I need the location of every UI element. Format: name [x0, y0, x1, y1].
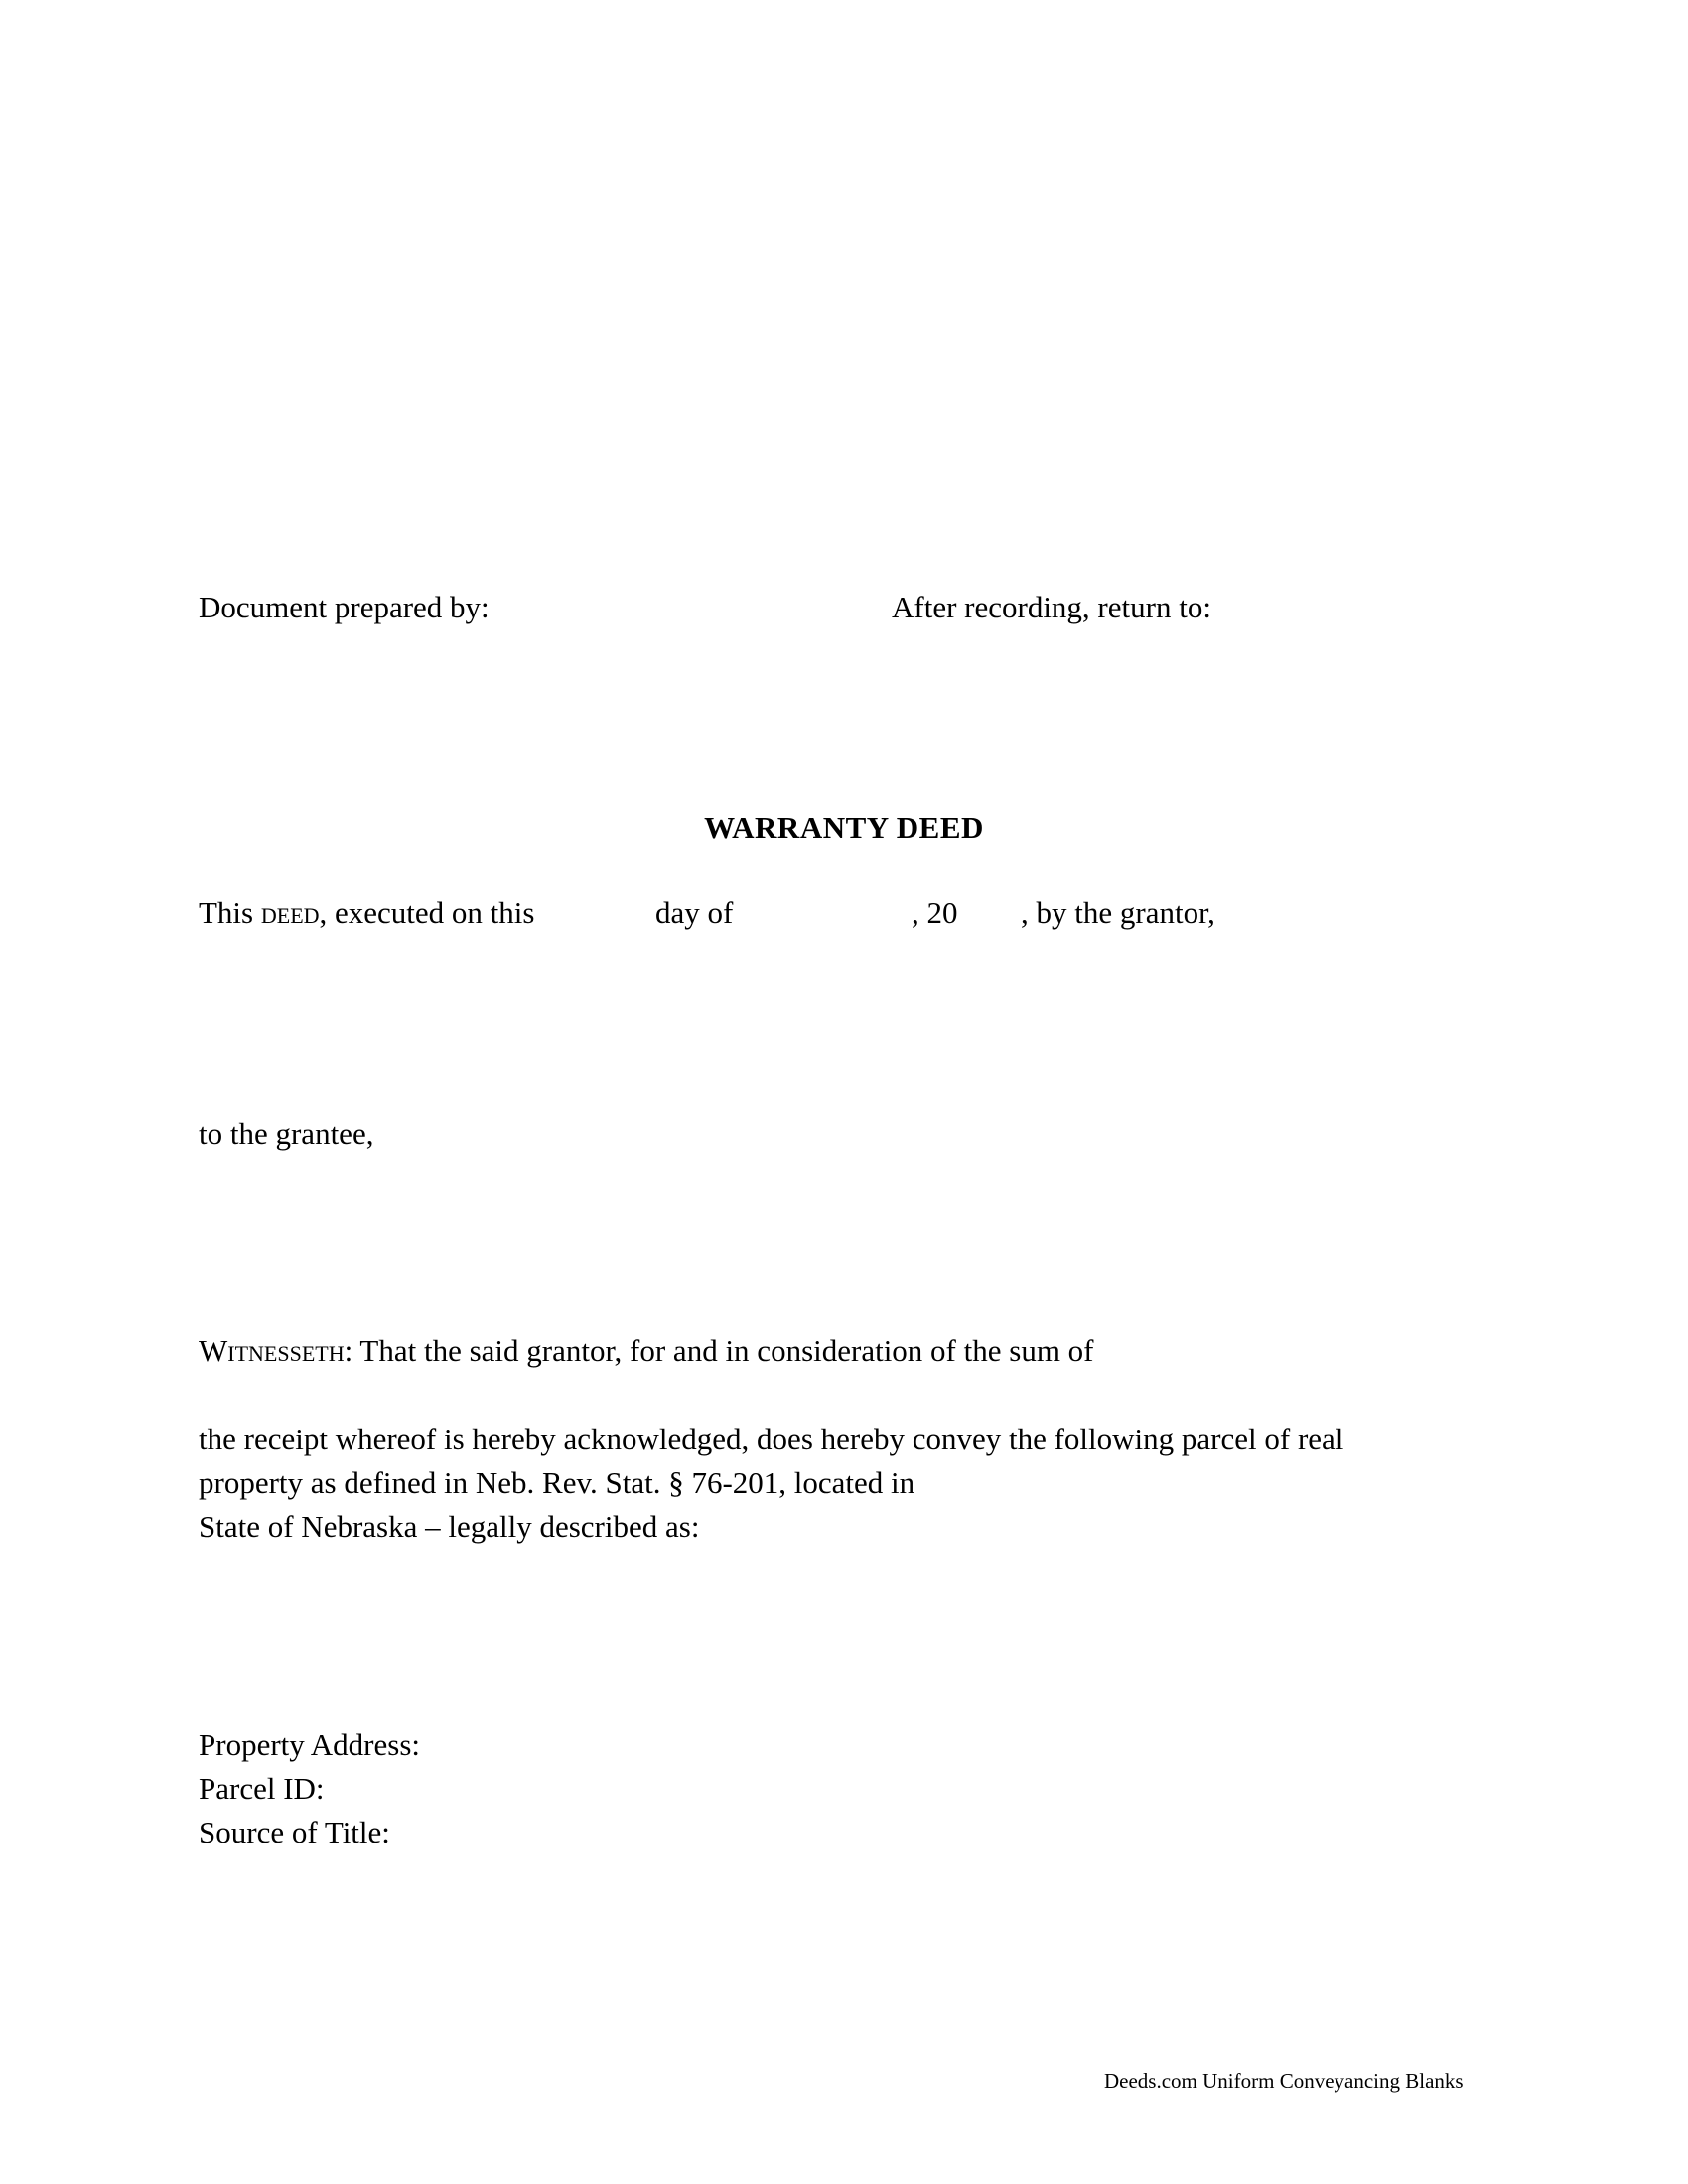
by-grantor-text: , by the grantor, — [1021, 895, 1215, 930]
year-prefix-text: , 20 — [912, 895, 958, 930]
execution-line — [199, 891, 1291, 935]
grantee-line: to the grantee, — [199, 1116, 374, 1151]
deed-word: deed — [260, 895, 320, 930]
conveyance-line-2: property as defined in Neb. Rev. Stat. § 76-201, located in — [199, 1465, 915, 1500]
return-to-label: After recording, return to: — [892, 590, 1211, 624]
witnesseth-text: : That the said grantor, for and in consideration of the sum of — [344, 1333, 1094, 1368]
prepared-by-label: Document prepared by: — [199, 590, 490, 624]
this-word: This — [199, 895, 261, 930]
witnesseth-line — [199, 1329, 1094, 1373]
parcel-id-label: Parcel ID: — [199, 1771, 325, 1806]
conveyance-line-1: the receipt whereof is hereby acknowledged, does hereby convey the following parcel of real — [199, 1422, 1344, 1456]
witnesseth-word: Witnesseth — [199, 1333, 345, 1368]
execution-intro — [199, 891, 534, 935]
conveyance-line-3: State of Nebraska – legally described as: — [199, 1509, 700, 1544]
footer-text: Deeds.com Uniform Conveyancing Blanks — [1104, 2069, 1464, 2093]
source-of-title-label: Source of Title: — [199, 1815, 390, 1849]
property-address-label: Property Address: — [199, 1727, 421, 1762]
document-title: WARRANTY DEED — [704, 810, 984, 845]
day-of-text: day of — [655, 895, 734, 930]
executed-text: , executed on this — [319, 895, 535, 930]
